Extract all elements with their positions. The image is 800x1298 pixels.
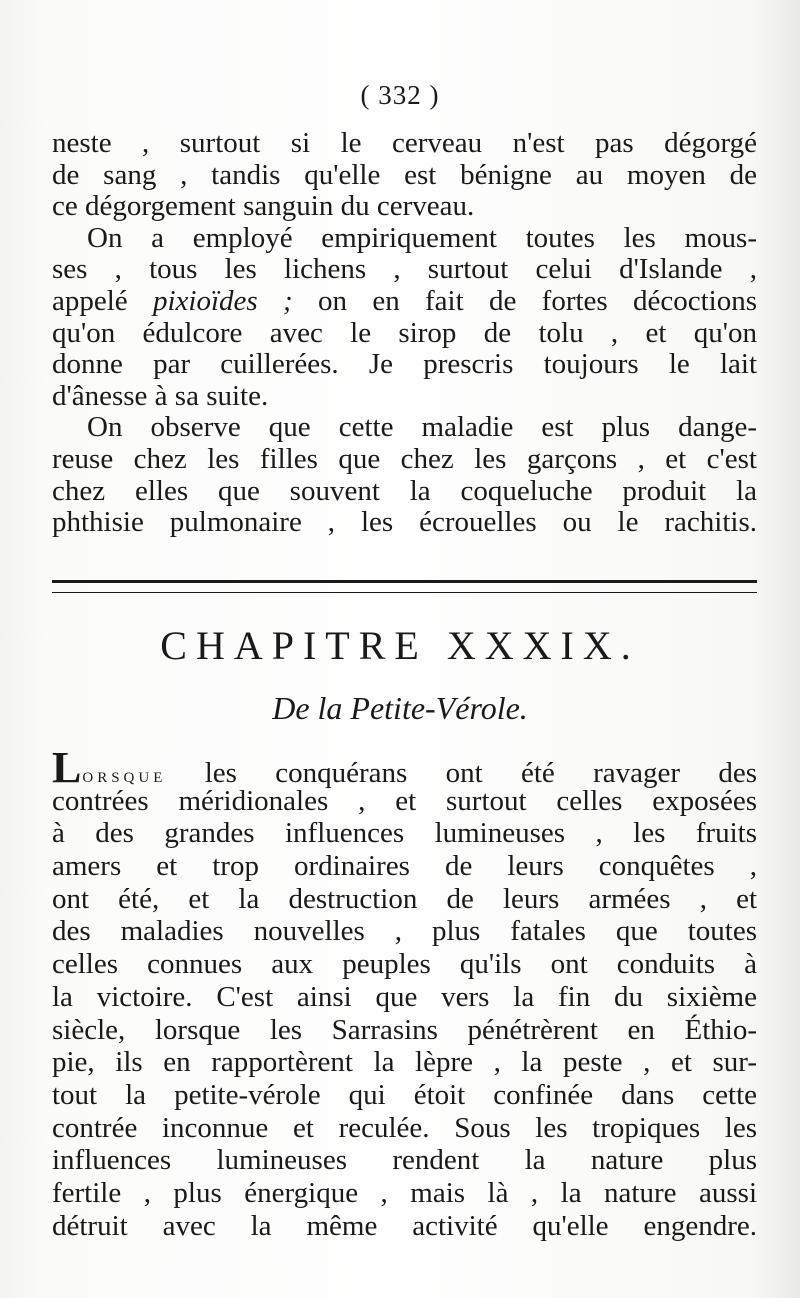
text-fragment: on en fait de fortes décoctions	[292, 284, 758, 317]
text-line: neste , surtout si le cerveau n'est pas dégorgé	[52, 127, 757, 159]
text-line: influences lumineuses rendent la nature plus	[52, 1144, 757, 1177]
drop-cap: L	[52, 743, 83, 792]
text-line: pie, ils en rapportèrent la lèpre , la peste , et sur-	[52, 1046, 757, 1079]
text-line: donne par cuillerées. Je prescris toujours le lait	[52, 348, 757, 381]
chapter-title: CHAPITRE XXXIX.	[160, 623, 640, 668]
text-line: siècle, lorsque les Sarrasins pénétrèrent en Éthio-	[52, 1013, 757, 1046]
text-line: chez elles que souvent la coqueluche produit la	[52, 474, 757, 507]
text-line: ses , tous les lichens , surtout celui d'Islande ,	[52, 253, 757, 286]
text-line: ont été, et la destruction de leurs armées , et	[52, 882, 757, 915]
text-line: phthisie pulmonaire , les écrouelles ou le rachitis.	[52, 506, 757, 539]
text-line: des maladies nouvelles , plus fatales que toutes	[52, 915, 757, 948]
text-line: ce dégorgement sanguin du cerveau.	[52, 190, 475, 223]
text-fragment: les conquérans ont été ravager des	[166, 757, 757, 789]
text-line: reuse chez les filles que chez les garçons , et c'est	[52, 442, 757, 475]
text-line: contrée inconnue et reculée. Sous les tropiques les	[52, 1111, 757, 1144]
text-line: détruit avec la même activité qu'elle engendre.	[52, 1209, 757, 1242]
text-line: amers et trop ordinaires de leurs conquêtes ,	[52, 850, 757, 883]
text-line: la victoire. C'est ainsi que vers la fin du sixième	[52, 980, 757, 1013]
page-number: ( 332 )	[360, 80, 440, 110]
text-fragment: appelé	[52, 284, 153, 317]
text-line: d'ânesse à sa suite.	[52, 379, 269, 412]
italic-term: pixioïdes ;	[153, 284, 293, 317]
text-line: fertile , plus énergique , mais là , la nature aussi	[52, 1176, 757, 1209]
text-line: de sang , tandis qu'elle est bénigne au moyen de	[52, 158, 757, 191]
text-line: à des grandes influences lumineuses , les fruits	[52, 817, 757, 850]
body-text-top	[52, 128, 757, 539]
text-line: tout la petite-vérole qui étoit confinée dans cette	[52, 1078, 757, 1111]
text-line: qu'on édulcore avec le sirop de tolu , et qu'on	[52, 316, 757, 349]
chapter-body	[52, 743, 757, 1242]
text-line-first	[52, 743, 757, 792]
small-caps-word: orsque	[82, 762, 167, 787]
text-line: contrées méridionales , et surtout celles exposées	[52, 784, 757, 817]
chapter-divider-rule	[52, 580, 757, 593]
text-line: celles connues aux peuples qu'ils ont conduits à	[52, 948, 757, 981]
text-line: On observe que cette maladie est plus dange-	[87, 411, 757, 444]
text-line-with-italic	[52, 286, 757, 318]
text-line: On a employé empiriquement toutes les mous-	[87, 221, 757, 254]
chapter-subtitle: De la Petite-Vérole.	[272, 690, 528, 726]
